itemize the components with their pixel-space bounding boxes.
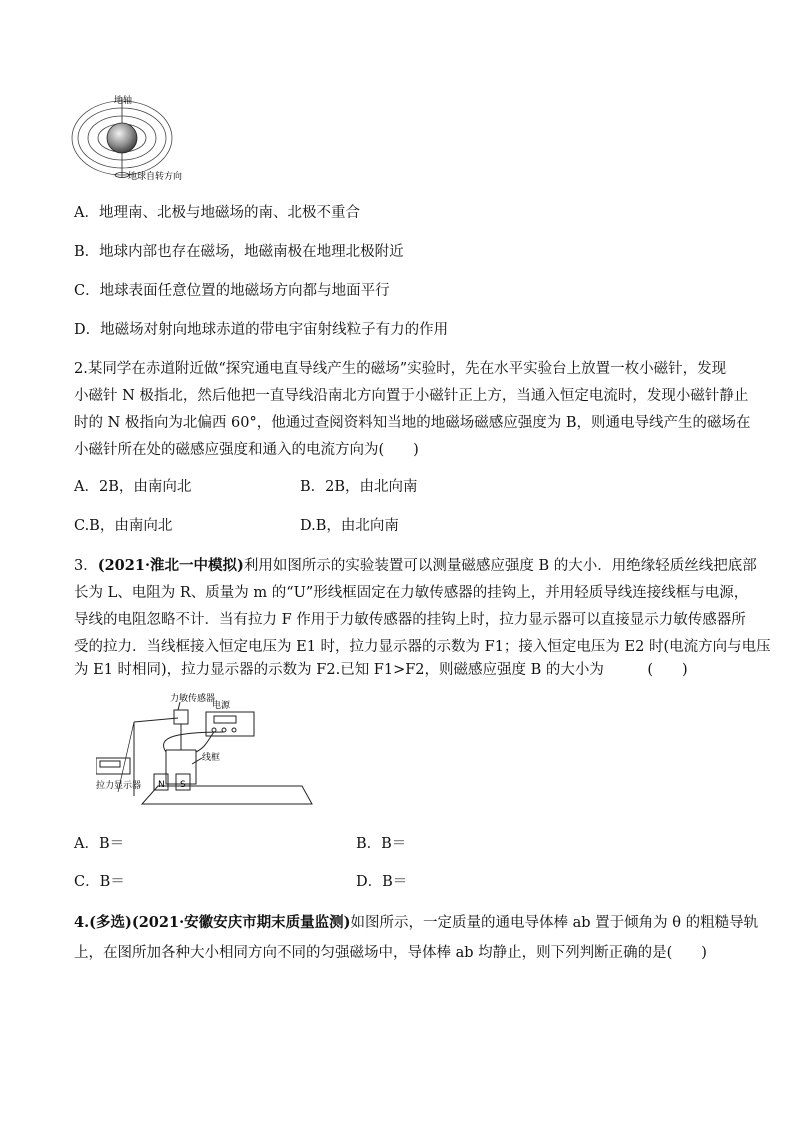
q3-stem-line-3: 导线的电阻忽略不计．当有拉力 F 作用于力敏传感器的挂钩上时，拉力显示器可以直接显示力敏传感器所 [74,612,746,628]
q1-option-a: A．地理南、北极与地磁场的南、北极不重合 [74,205,360,221]
q3-line1-rest: 利用如图所示的实验装置可以测量磁感应强度 B 的大小．用绝缘轻质丝线把底部 [243,558,757,574]
south-pole-label: S [180,780,186,790]
q2-stem-line-2: 小磁针 N 极指北，然后他把一直导线沿南北方向置于小磁针正上方，当通入恒定电流时，发现小磁针静止 [74,388,749,404]
q4-source: 4.(多选)(2021·安徽安庆市期末质量监测) [74,914,351,931]
q2-stem-line-1: 2.某同学在赤道附近做“探究通电直导线产生的磁场”实验时，先在水平实验台上放置一枚小磁针，发现 [74,361,727,377]
q3-source: (2021·淮北一中模拟) [97,557,244,574]
q4-stem-line-2: 上，在图所加各种大小相同方向不同的匀强磁场中，导体棒 ab 均静止，则下列判断正确的是( ) [74,945,707,961]
rotation-label: 地球自转方向 [128,172,182,182]
q1-option-b: B．地球内部也存在磁场，地磁南极在地理北极附近 [74,244,404,260]
q3-stem-line-4: 受的拉力．当线框接入恒定电压为 E1 时，拉力显示器的示数为 F1；接入恒定电压为 E2 时(电流方向与电压 [74,639,771,655]
q3-option-c: C．B＝ [74,874,125,890]
earth-magnetic-field-figure [70,92,182,184]
power-label: 电源 [212,701,231,711]
north-pole-label: N [158,780,165,790]
q4-line1-rest: 如图所示，一定质量的通电导体棒 ab 置于倾角为 θ 的粗糙导轨 [350,915,759,931]
q2-option-a: A．2B，由南向北 [74,479,192,495]
q1-option-c: C．地球表面任意位置的地磁场方向都与地面平行 [74,283,390,299]
axis-label: 地轴 [114,96,133,106]
q2-option-c: C.B，由南向北 [74,518,173,534]
q2-stem-line-4: 小磁针所在处的磁感应强度和通入的电流方向为( ) [74,442,419,458]
sensor-label: 力敏传感器 [170,694,216,704]
q3-option-a: A．B＝ [74,836,125,852]
q1-option-d: D．地磁场对射向地球赤道的带电宇宙射线粒子有力的作用 [74,322,449,338]
apparatus-figure [96,692,322,812]
q3-option-b: B．B＝ [356,836,407,852]
q3-stem-line-2: 长为 L、电阻为 R、质量为 m 的“U”形线框固定在力敏传感器的挂钩上，并用轻质导线连接线框与电源， [74,585,749,601]
q3-stem-line-5: 为 E1 时相同)，拉力显示器的示数为 F2.已知 F1>F2，则磁感应强度 B 的大小为 ( ) [74,662,688,678]
display-label: 拉力显示器 [96,781,142,791]
frame-label: 线框 [202,753,221,763]
q4-stem-line-1 [74,913,758,933]
q3-stem-line-1 [74,556,757,576]
q2-option-d: D.B，由北向南 [300,518,399,534]
q2-stem-line-3: 时的 N 极指向为北偏西 60°，他通过查阅资料知当地的地磁场磁感应强度为 B，则通电导线产生的磁场在 [74,415,751,431]
q2-option-b: B．2B，由北向南 [300,479,418,495]
q3-option-d: D．B＝ [356,874,408,890]
q3-number: 3． [74,558,98,574]
